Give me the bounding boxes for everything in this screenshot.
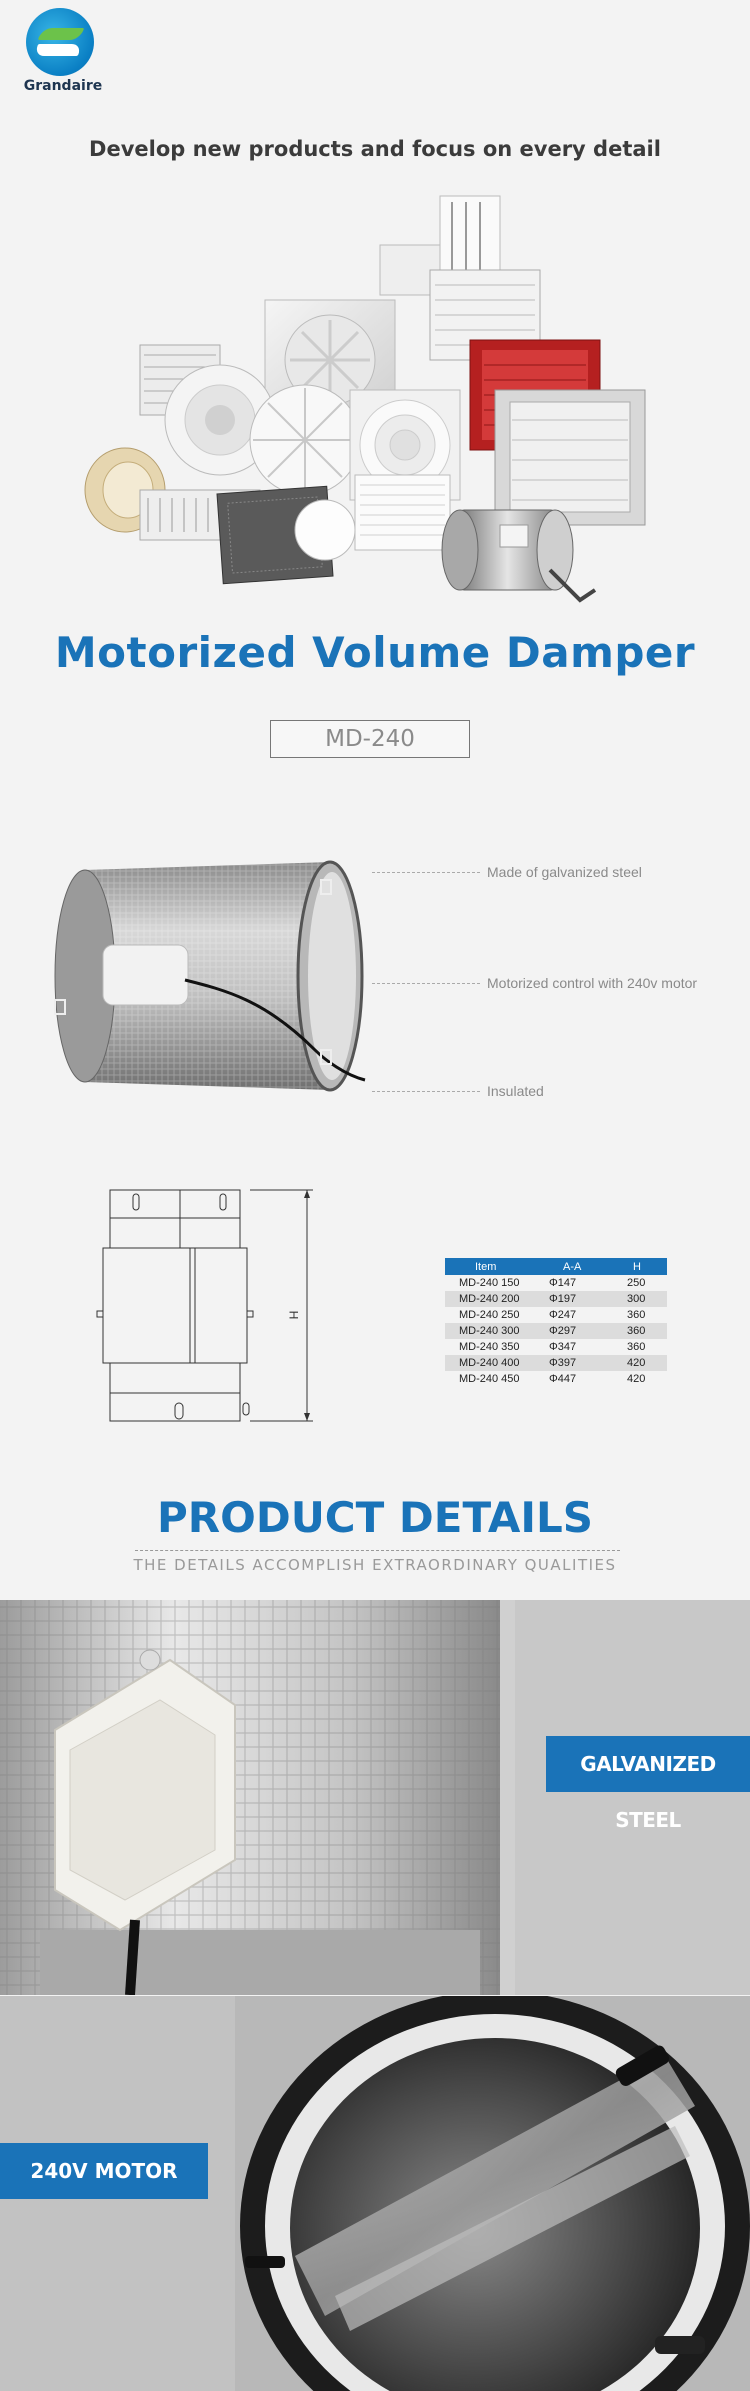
- galvanized-steel-badge: GALVANIZED STEEL: [546, 1736, 750, 1792]
- details-heading: PRODUCT DETAILS: [157, 1493, 593, 1542]
- table-cell: Φ147: [549, 1277, 577, 1289]
- table-cell: Φ197: [545, 1291, 615, 1307]
- table-cell: 360: [627, 1309, 646, 1321]
- callout-line: [372, 1091, 480, 1092]
- table-cell: Φ347: [549, 1341, 577, 1353]
- table-cell: MD-240 200: [445, 1291, 545, 1307]
- callout-insulated: Insulated: [487, 1083, 544, 1099]
- brand-name: Grandaire: [23, 78, 103, 94]
- table-cell: Φ297: [545, 1323, 615, 1339]
- table-row: [445, 1371, 667, 1387]
- table-row: [445, 1323, 667, 1339]
- table-cell: MD-240 350: [459, 1341, 520, 1353]
- table-row: [445, 1355, 667, 1371]
- table-cell: 300: [615, 1291, 667, 1307]
- details-subtitle: THE DETAILS ACCOMPLISH EXTRAORDINARY QUALITIES: [133, 1556, 617, 1574]
- column-header-h: H: [615, 1258, 667, 1275]
- detail-image-galvanized-steel: [0, 1600, 750, 1995]
- table-header-row: [445, 1258, 667, 1275]
- callout-line: [372, 872, 480, 873]
- table-cell: MD-240 450: [459, 1373, 520, 1385]
- callout-motor: Motorized control with 240v motor: [487, 975, 698, 991]
- table-cell: 360: [627, 1341, 646, 1353]
- tagline: Develop new products and focus on every detail: [89, 137, 661, 161]
- model-number: MD-240: [270, 720, 470, 758]
- height-dimension-label: H: [286, 1310, 301, 1320]
- logo-icon: [26, 8, 94, 76]
- product-title: Motorized Volume Damper: [54, 628, 696, 677]
- table-cell: MD-240 300: [445, 1323, 545, 1339]
- table-cell: Φ447: [549, 1373, 577, 1385]
- divider: [135, 1550, 620, 1551]
- table-cell: 250: [627, 1277, 646, 1289]
- table-cell: 420: [615, 1355, 667, 1371]
- table-cell: MD-240 150: [459, 1277, 520, 1289]
- table-row: [445, 1275, 667, 1291]
- table-row: [445, 1307, 667, 1323]
- motor-badge: 240V MOTOR: [0, 2143, 208, 2199]
- damper-interior-photo: [235, 1996, 750, 2391]
- spec-table: [445, 1258, 667, 1387]
- table-cell: MD-240 400: [445, 1355, 545, 1371]
- insulated-body-photo: [0, 1600, 515, 1995]
- table-row: [445, 1339, 667, 1355]
- brand-logo[interactable]: [18, 8, 108, 96]
- callout-line: [372, 983, 480, 984]
- table-cell: MD-240 250: [459, 1309, 520, 1321]
- product-collage-image: [80, 190, 670, 620]
- detail-image-motor: [0, 1996, 750, 2391]
- callout-galvanized: Made of galvanized steel: [487, 864, 642, 880]
- column-header-item: Item: [445, 1258, 545, 1275]
- table-cell: 360: [615, 1323, 667, 1339]
- table-cell: 420: [627, 1373, 646, 1385]
- table-cell: Φ397: [545, 1355, 615, 1371]
- table-cell: Φ247: [549, 1309, 577, 1321]
- column-header-aa: A-A: [545, 1258, 615, 1275]
- damper-photo: [45, 850, 385, 1100]
- table-row: [445, 1291, 667, 1307]
